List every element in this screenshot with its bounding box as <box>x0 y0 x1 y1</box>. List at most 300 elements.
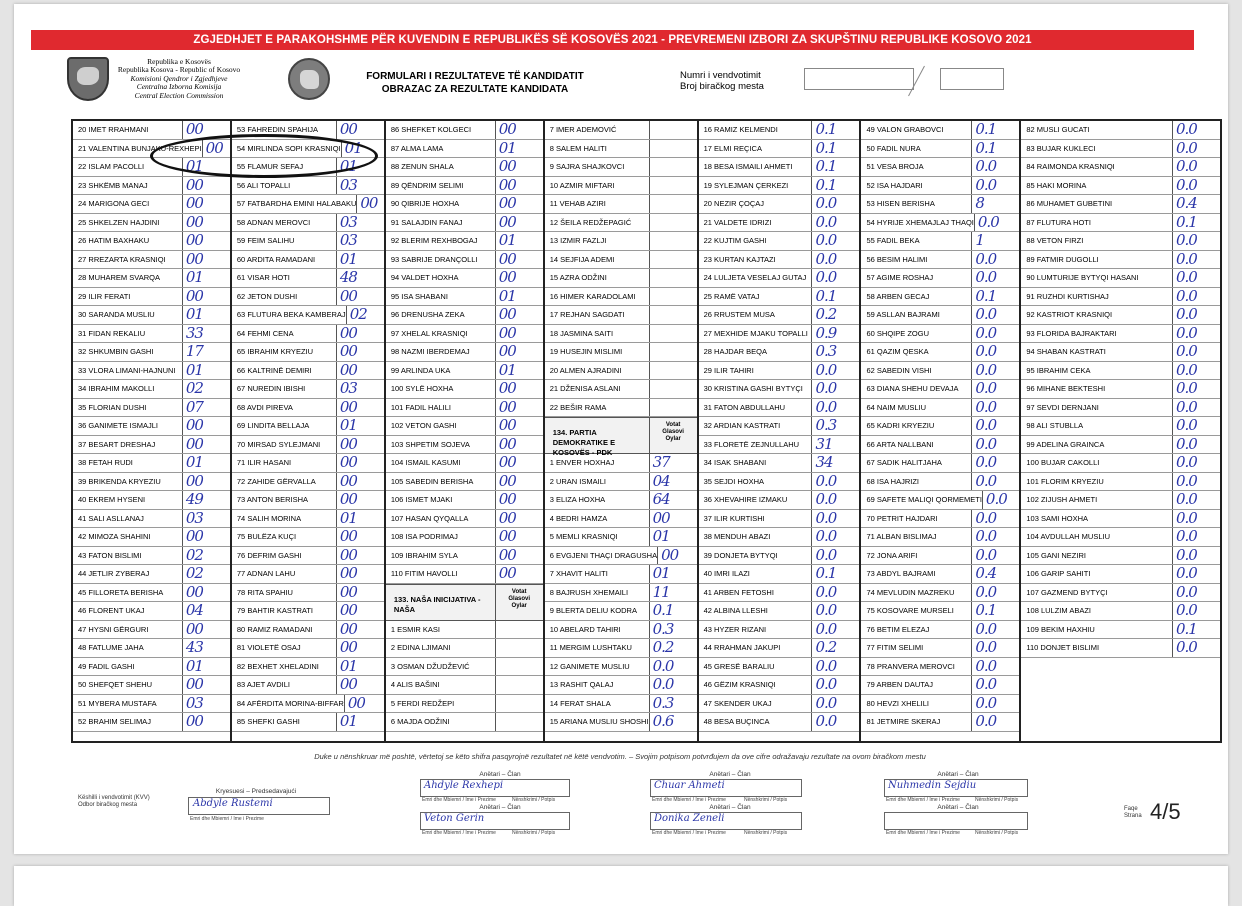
vote-count[interactable]: 0.2 <box>811 306 859 324</box>
vote-count[interactable]: 0.0 <box>1172 177 1220 195</box>
vote-count[interactable]: 0.0 <box>1172 158 1220 176</box>
vote-count[interactable]: 0.0 <box>1172 602 1220 620</box>
candidate-name: 103 SAMI HOXHA <box>1026 513 1089 523</box>
candidate-row <box>386 399 543 418</box>
vote-count[interactable]: 00 <box>202 140 230 158</box>
vote-count[interactable]: 00 <box>495 380 543 398</box>
candidate-row <box>861 306 1019 325</box>
vote-count[interactable]: 01 <box>182 454 230 472</box>
vote-count[interactable]: 00 <box>182 621 230 639</box>
member-sign-sub-6: Nënshkrimi / Potpis <box>975 830 1019 836</box>
vote-count[interactable] <box>649 380 697 398</box>
vote-count[interactable]: 0.0 <box>971 325 1019 343</box>
candidate-row <box>232 343 384 362</box>
vote-count[interactable]: 0.0 <box>1172 121 1220 139</box>
vote-count[interactable]: 0.4 <box>971 565 1019 583</box>
vote-count[interactable]: 00 <box>495 158 543 176</box>
candidate-name: 4 ALIS BAŠINI <box>390 680 440 689</box>
vote-count[interactable]: 0.1 <box>811 140 859 158</box>
vote-count[interactable]: 00 <box>336 676 384 694</box>
vote-count[interactable]: 00 <box>182 195 230 213</box>
vote-count[interactable]: 00 <box>336 343 384 361</box>
vote-count[interactable]: 0.0 <box>971 639 1019 657</box>
candidate-name: 108 LULZIM ABAZI <box>1026 606 1091 615</box>
vote-count[interactable]: 0.0 <box>1172 584 1220 602</box>
vote-count[interactable]: 00 <box>182 177 230 195</box>
candidate-row <box>386 121 543 140</box>
vote-count[interactable]: 0.0 <box>811 473 859 491</box>
candidate-name: 97 XHELAL KRASNIQI <box>390 328 468 338</box>
vote-count[interactable]: 04 <box>649 473 697 491</box>
member-signature-box-6[interactable] <box>884 812 1028 830</box>
candidate-row <box>73 269 230 288</box>
vote-count[interactable]: 01 <box>182 658 230 676</box>
vote-count[interactable]: 00 <box>182 214 230 232</box>
member-signature-4: Veton Gerin <box>424 813 485 824</box>
vote-count[interactable]: 0.0 <box>811 195 859 213</box>
vote-count[interactable]: 00 <box>182 713 230 731</box>
vote-count[interactable]: 0.3 <box>649 695 697 713</box>
vote-count[interactable]: 0.3 <box>811 343 859 361</box>
vote-count[interactable]: 11 <box>649 584 697 602</box>
vote-count[interactable]: 00 <box>336 436 384 454</box>
candidate-name: 57 AGIME ROSHAJ <box>866 273 934 282</box>
results-column-2 <box>232 121 386 741</box>
vote-count[interactable]: 02 <box>182 547 230 565</box>
candidate-row <box>861 676 1019 695</box>
vote-count[interactable]: 0.0 <box>811 658 859 676</box>
candidate-row <box>386 565 543 584</box>
vote-count[interactable]: 0.0 <box>971 251 1019 269</box>
vote-count[interactable]: 00 <box>182 417 230 435</box>
candidate-row <box>232 454 384 473</box>
vote-count[interactable]: 8 <box>971 195 1019 213</box>
vote-count[interactable] <box>649 140 697 158</box>
vote-count[interactable]: 03 <box>182 510 230 528</box>
vote-count[interactable]: 0.0 <box>811 251 859 269</box>
vote-count[interactable]: 64 <box>649 491 697 509</box>
vote-count[interactable]: 00 <box>336 362 384 380</box>
candidate-row <box>1021 325 1220 344</box>
candidate-row <box>1021 584 1220 603</box>
vote-count[interactable] <box>649 121 697 139</box>
vote-count[interactable] <box>649 362 697 380</box>
vote-count[interactable]: 00 <box>495 473 543 491</box>
candidate-row <box>861 343 1019 362</box>
election-banner: ZGJEDHJET E PARAKOHSHME PËR KUVENDIN E REPUBLIKËS SË KOSOVËS 2021 - PREVREMENI IZBORI ZA SKUPŠTINU REPUBLIKE KOSOVO 2021 <box>31 30 1194 50</box>
vote-count[interactable] <box>649 251 697 269</box>
vote-count[interactable] <box>649 232 697 250</box>
vote-count[interactable]: 0.0 <box>1172 473 1220 491</box>
candidate-row <box>699 528 860 547</box>
vote-count[interactable]: 0.0 <box>1172 417 1220 435</box>
vote-count[interactable] <box>495 695 543 713</box>
vote-count[interactable]: 0.1 <box>971 288 1019 306</box>
vote-count[interactable]: 00 <box>495 547 543 565</box>
vote-count[interactable] <box>495 658 543 676</box>
vote-count[interactable]: 0.1 <box>811 121 859 139</box>
candidate-row <box>861 454 1019 473</box>
vote-count[interactable]: 17 <box>182 343 230 361</box>
vote-count[interactable]: 0.1 <box>1172 621 1220 639</box>
vote-count[interactable]: 0.0 <box>811 399 859 417</box>
vote-count[interactable]: 0.9 <box>811 325 859 343</box>
vote-count[interactable]: 00 <box>495 306 543 324</box>
vote-count[interactable]: 00 <box>649 510 697 528</box>
vote-count[interactable]: 00 <box>344 695 384 713</box>
vote-count[interactable]: 00 <box>182 436 230 454</box>
vote-count[interactable]: 0.0 <box>974 214 1019 232</box>
vote-count[interactable]: 37 <box>649 454 697 472</box>
vote-count[interactable]: 0.0 <box>971 584 1019 602</box>
vote-count[interactable]: 02 <box>182 565 230 583</box>
vote-count[interactable] <box>649 195 697 213</box>
vote-count[interactable]: 00 <box>495 121 543 139</box>
vote-count[interactable]: 00 <box>336 473 384 491</box>
vote-count[interactable]: 0.0 <box>971 380 1019 398</box>
vote-count[interactable] <box>649 269 697 287</box>
vote-count[interactable]: 0.0 <box>811 695 859 713</box>
vote-count[interactable]: 00 <box>336 454 384 472</box>
vote-count[interactable]: 00 <box>356 195 383 213</box>
vote-count[interactable]: 0.0 <box>982 491 1019 509</box>
vote-count[interactable]: 31 <box>811 436 859 454</box>
vote-count[interactable] <box>649 306 697 324</box>
vote-count[interactable]: 0.0 <box>971 713 1019 731</box>
vote-count[interactable]: 0.0 <box>971 399 1019 417</box>
candidate-name: 59 ASLLAN BAJRAMI <box>866 310 940 319</box>
candidate-row <box>1021 621 1220 640</box>
vote-count[interactable]: 01 <box>336 158 384 176</box>
vote-count[interactable]: 01 <box>182 362 230 380</box>
vote-count[interactable]: 00 <box>182 121 230 139</box>
vote-count[interactable]: 0.1 <box>971 602 1019 620</box>
candidate-name: 26 RRUSTEM MUSA <box>703 310 775 319</box>
vote-count[interactable] <box>495 676 543 694</box>
vote-count[interactable]: 0.4 <box>1172 195 1220 213</box>
vote-count[interactable]: 0.1 <box>811 565 859 583</box>
vote-count[interactable]: 43 <box>182 639 230 657</box>
vote-count[interactable]: 0.0 <box>971 362 1019 380</box>
vote-count[interactable]: 00 <box>495 195 543 213</box>
vote-count[interactable]: 0.0 <box>1172 140 1220 158</box>
vote-count[interactable]: 0.1 <box>811 288 859 306</box>
vote-count[interactable]: 0.0 <box>971 454 1019 472</box>
vote-count[interactable]: 00 <box>495 251 543 269</box>
candidate-row <box>1021 251 1220 270</box>
vote-count[interactable]: 33 <box>182 325 230 343</box>
vote-count[interactable]: 0.0 <box>971 658 1019 676</box>
polling-station-sub-box[interactable] <box>940 68 1004 90</box>
vote-count[interactable]: 0.0 <box>1172 306 1220 324</box>
vote-count[interactable]: 0.0 <box>1172 639 1220 657</box>
vote-count[interactable]: 1 <box>971 232 1019 250</box>
vote-count[interactable]: 01 <box>495 232 543 250</box>
vote-count[interactable]: 0.0 <box>971 417 1019 435</box>
vote-count[interactable]: 00 <box>182 676 230 694</box>
vote-count[interactable]: 01 <box>649 565 697 583</box>
candidate-name: 18 JASMINA SAITI <box>549 328 614 338</box>
vote-count[interactable]: 0.0 <box>811 621 859 639</box>
vote-count[interactable]: 0.0 <box>811 510 859 528</box>
candidate-name: 96 DRENUSHA ZEKA <box>390 310 465 319</box>
candidate-name: 6 EVGJENI THAÇI DRAGUSHA <box>549 550 658 560</box>
candidate-row <box>861 251 1019 270</box>
vote-count[interactable]: 0.0 <box>971 306 1019 324</box>
vote-count[interactable]: 0.1 <box>811 158 859 176</box>
vote-count[interactable]: 0.0 <box>1172 380 1220 398</box>
vote-count[interactable]: 00 <box>182 473 230 491</box>
vote-count[interactable]: 0.0 <box>1172 343 1220 361</box>
vote-count[interactable]: 0.0 <box>971 343 1019 361</box>
vote-count[interactable]: 0.0 <box>811 214 859 232</box>
vote-count[interactable]: 03 <box>182 695 230 713</box>
vote-count[interactable]: 00 <box>336 621 384 639</box>
vote-count[interactable]: 0.0 <box>811 676 859 694</box>
vote-count[interactable]: 0.1 <box>971 140 1019 158</box>
vote-count[interactable]: 00 <box>182 232 230 250</box>
candidate-name: 92 KASTRIOT KRASNIQI <box>1026 310 1113 319</box>
vote-count[interactable]: 0.0 <box>1172 454 1220 472</box>
vote-count[interactable]: 00 <box>336 639 384 657</box>
vote-count[interactable]: 00 <box>495 565 543 583</box>
vote-count[interactable]: 0.0 <box>1172 325 1220 343</box>
vote-count[interactable]: 0.2 <box>649 639 697 657</box>
candidate-row <box>1021 269 1220 288</box>
vote-count[interactable]: 03 <box>336 232 384 250</box>
vote-count[interactable]: 0.0 <box>1172 436 1220 454</box>
vote-count[interactable]: 0.0 <box>971 676 1019 694</box>
candidate-row <box>545 269 697 288</box>
vote-count[interactable]: 0.1 <box>649 602 697 620</box>
vote-count[interactable]: 0.0 <box>1172 491 1220 509</box>
vote-count[interactable]: 0.0 <box>1172 251 1220 269</box>
candidate-row <box>1021 473 1220 492</box>
candidate-name: 33 VLORA LIMANI-HAJNUNI <box>78 365 176 375</box>
vote-count[interactable]: 02 <box>346 306 384 324</box>
candidate-name: 94 SHABAN KASTRATI <box>1026 347 1106 356</box>
vote-count[interactable] <box>649 177 697 195</box>
vote-count[interactable]: 00 <box>495 436 543 454</box>
vote-count[interactable] <box>649 214 697 232</box>
candidate-row <box>232 713 384 732</box>
vote-count[interactable]: 0.0 <box>1172 269 1220 287</box>
vote-count[interactable] <box>649 343 697 361</box>
candidate-row <box>1021 547 1220 566</box>
vote-count[interactable]: 0.0 <box>1172 399 1220 417</box>
vote-count[interactable]: 0.0 <box>971 528 1019 546</box>
vote-count[interactable]: 00 <box>495 510 543 528</box>
vote-count[interactable]: 00 <box>336 547 384 565</box>
candidate-name: 13 IZMIR FAZLJI <box>549 236 607 245</box>
vote-count[interactable]: 00 <box>495 528 543 546</box>
vote-count[interactable]: 00 <box>495 269 543 287</box>
vote-count[interactable]: 0.0 <box>971 158 1019 176</box>
vote-count[interactable]: 00 <box>182 288 230 306</box>
vote-count[interactable]: 0.1 <box>971 121 1019 139</box>
candidate-name: 83 BUJAR KUKLECI <box>1026 143 1096 153</box>
vote-count[interactable]: 00 <box>495 454 543 472</box>
vote-count[interactable]: 00 <box>495 343 543 361</box>
vote-count[interactable]: 07 <box>182 399 230 417</box>
candidate-row <box>232 251 384 270</box>
vote-count[interactable]: 49 <box>182 491 230 509</box>
vote-count[interactable]: 03 <box>336 214 384 232</box>
candidate-row <box>232 214 384 233</box>
vote-count[interactable]: 01 <box>336 658 384 676</box>
vote-count[interactable]: 0.0 <box>971 436 1019 454</box>
vote-count[interactable]: 0.6 <box>649 713 697 731</box>
vote-count[interactable]: 01 <box>182 306 230 324</box>
vote-count[interactable]: 00 <box>336 399 384 417</box>
vote-count[interactable] <box>649 325 697 343</box>
candidate-name: 63 DIANA SHEHU DEVAJA <box>866 384 959 393</box>
vote-count[interactable]: 00 <box>336 584 384 602</box>
results-column-4 <box>545 121 699 741</box>
candidate-name: 24 MARIGONA GECI <box>78 199 150 208</box>
member-signature-3: Nuhmedin Sejdiu <box>888 780 977 791</box>
vote-count[interactable]: 0.2 <box>811 639 859 657</box>
vote-count[interactable] <box>495 713 543 731</box>
vote-count[interactable]: 00 <box>336 325 384 343</box>
candidate-row <box>545 695 697 714</box>
vote-count[interactable]: 03 <box>336 380 384 398</box>
vote-count[interactable]: 0.0 <box>1172 565 1220 583</box>
candidate-row <box>545 232 697 251</box>
vote-count[interactable]: 00 <box>336 288 384 306</box>
vote-count[interactable]: 0.0 <box>811 232 859 250</box>
vote-count[interactable]: 00 <box>495 417 543 435</box>
polling-station-number-box[interactable] <box>804 68 914 90</box>
vote-count[interactable]: 01 <box>182 269 230 287</box>
candidate-row <box>699 399 860 418</box>
vote-count[interactable]: 0.0 <box>971 695 1019 713</box>
vote-count[interactable]: 0.0 <box>971 177 1019 195</box>
candidate-name: 82 MUSLI GUCATI <box>1026 125 1090 134</box>
vote-count[interactable]: 01 <box>649 528 697 546</box>
vote-count[interactable]: 00 <box>657 547 697 565</box>
vote-count[interactable]: 0.0 <box>811 713 859 731</box>
vote-count[interactable]: 03 <box>336 177 384 195</box>
vote-count[interactable] <box>649 399 697 417</box>
vote-count[interactable]: 0.1 <box>811 177 859 195</box>
vote-count[interactable]: 00 <box>182 251 230 269</box>
candidate-name: 55 FADIL BEKA <box>866 236 920 245</box>
candidate-row <box>232 528 384 547</box>
vote-count[interactable]: 01 <box>495 288 543 306</box>
vote-count[interactable]: 0.0 <box>1172 362 1220 380</box>
vote-count[interactable]: 01 <box>495 140 543 158</box>
vote-count[interactable]: 0.3 <box>649 621 697 639</box>
candidate-name: 56 ALI TOPALLI <box>236 180 291 190</box>
vote-count[interactable]: 0.0 <box>1172 510 1220 528</box>
vote-count[interactable]: 0.0 <box>1172 528 1220 546</box>
vote-count[interactable]: 00 <box>495 177 543 195</box>
vote-count[interactable]: 00 <box>495 399 543 417</box>
vote-count[interactable]: 0.0 <box>811 380 859 398</box>
vote-count[interactable]: 0.1 <box>1172 214 1220 232</box>
vote-count[interactable]: 00 <box>182 584 230 602</box>
candidate-row <box>699 639 860 658</box>
candidate-name: 109 BEKIM HAXHIU <box>1026 624 1095 634</box>
vote-count[interactable] <box>495 621 543 639</box>
vote-count[interactable]: 01 <box>336 417 384 435</box>
vote-count[interactable]: 02 <box>182 380 230 398</box>
vote-count[interactable]: 0.0 <box>811 362 859 380</box>
vote-count[interactable]: 34 <box>811 454 859 472</box>
candidate-row <box>861 565 1019 584</box>
vote-count[interactable]: 01 <box>336 713 384 731</box>
votes-column-header: Votat Glasovi Oylar <box>649 418 697 453</box>
vote-count[interactable]: 00 <box>182 528 230 546</box>
candidate-row <box>386 436 543 455</box>
vote-count[interactable]: 0.3 <box>811 417 859 435</box>
vote-count[interactable]: 01 <box>336 510 384 528</box>
vote-count[interactable]: 0.0 <box>811 602 859 620</box>
vote-count[interactable] <box>649 288 697 306</box>
vote-count[interactable]: 0.0 <box>649 676 697 694</box>
member-name-sub-5: Emri dhe Mbiemri / Ime i Prezime <box>652 830 726 836</box>
vote-count[interactable]: 0.0 <box>1172 288 1220 306</box>
vote-count[interactable]: 0.0 <box>811 269 859 287</box>
vote-count[interactable]: 00 <box>336 121 384 139</box>
candidate-row <box>699 602 860 621</box>
candidate-row <box>1021 177 1220 196</box>
vote-count[interactable] <box>649 158 697 176</box>
vote-count[interactable]: 0.0 <box>971 547 1019 565</box>
vote-count[interactable]: 00 <box>336 602 384 620</box>
page-number: 4/5 <box>1150 799 1181 824</box>
candidate-row <box>545 713 697 732</box>
vote-count[interactable]: 00 <box>336 528 384 546</box>
vote-count[interactable]: 0.0 <box>971 510 1019 528</box>
vote-count[interactable]: 00 <box>336 565 384 583</box>
vote-count[interactable]: 01 <box>495 362 543 380</box>
vote-count[interactable]: 48 <box>336 269 384 287</box>
candidate-name: 74 MEVLUDIN MAZREKU <box>866 587 955 597</box>
candidate-name: 16 HIMER KARADOLAMI <box>549 291 636 301</box>
candidate-name: 109 IBRAHIM SYLA <box>390 550 458 560</box>
vote-count[interactable]: 00 <box>495 214 543 232</box>
vote-count[interactable]: 0.0 <box>649 658 697 676</box>
vote-count[interactable]: 0.0 <box>811 528 859 546</box>
vote-count[interactable]: 01 <box>336 251 384 269</box>
candidate-name: 69 SAFETE MALIQI QORMEMETI <box>866 495 982 504</box>
vote-count[interactable]: 0.0 <box>811 547 859 565</box>
candidate-row <box>545 584 697 603</box>
vote-count[interactable]: 01 <box>341 140 384 158</box>
candidate-name: 77 FITIM SELIMI <box>866 643 924 652</box>
commission-label: Këshilli i vendvotimit (KVV) Odbor biračkog mesta <box>78 795 150 808</box>
vote-count[interactable]: 0.0 <box>971 473 1019 491</box>
vote-count[interactable]: 04 <box>182 602 230 620</box>
vote-count[interactable]: 00 <box>495 491 543 509</box>
candidate-name: 38 FETAH RUDI <box>78 458 133 467</box>
vote-count[interactable]: 0.0 <box>811 491 859 509</box>
vote-count[interactable]: 00 <box>495 325 543 343</box>
vote-count[interactable]: 0.0 <box>1172 547 1220 565</box>
vote-count[interactable]: 00 <box>336 491 384 509</box>
candidate-name: 10 ABELARD TAHIRI <box>549 624 621 634</box>
vote-count[interactable]: 0.0 <box>1172 232 1220 250</box>
vote-count[interactable]: 0.0 <box>811 584 859 602</box>
vote-count[interactable]: 0.0 <box>971 269 1019 287</box>
vote-count[interactable]: 0.0 <box>971 621 1019 639</box>
vote-count[interactable] <box>495 639 543 657</box>
candidate-name: 66 KALTRINË DEMIRI <box>236 365 312 375</box>
vote-count[interactable]: 01 <box>182 158 230 176</box>
candidate-name: 20 ALMEN AJRADINI <box>549 365 622 375</box>
